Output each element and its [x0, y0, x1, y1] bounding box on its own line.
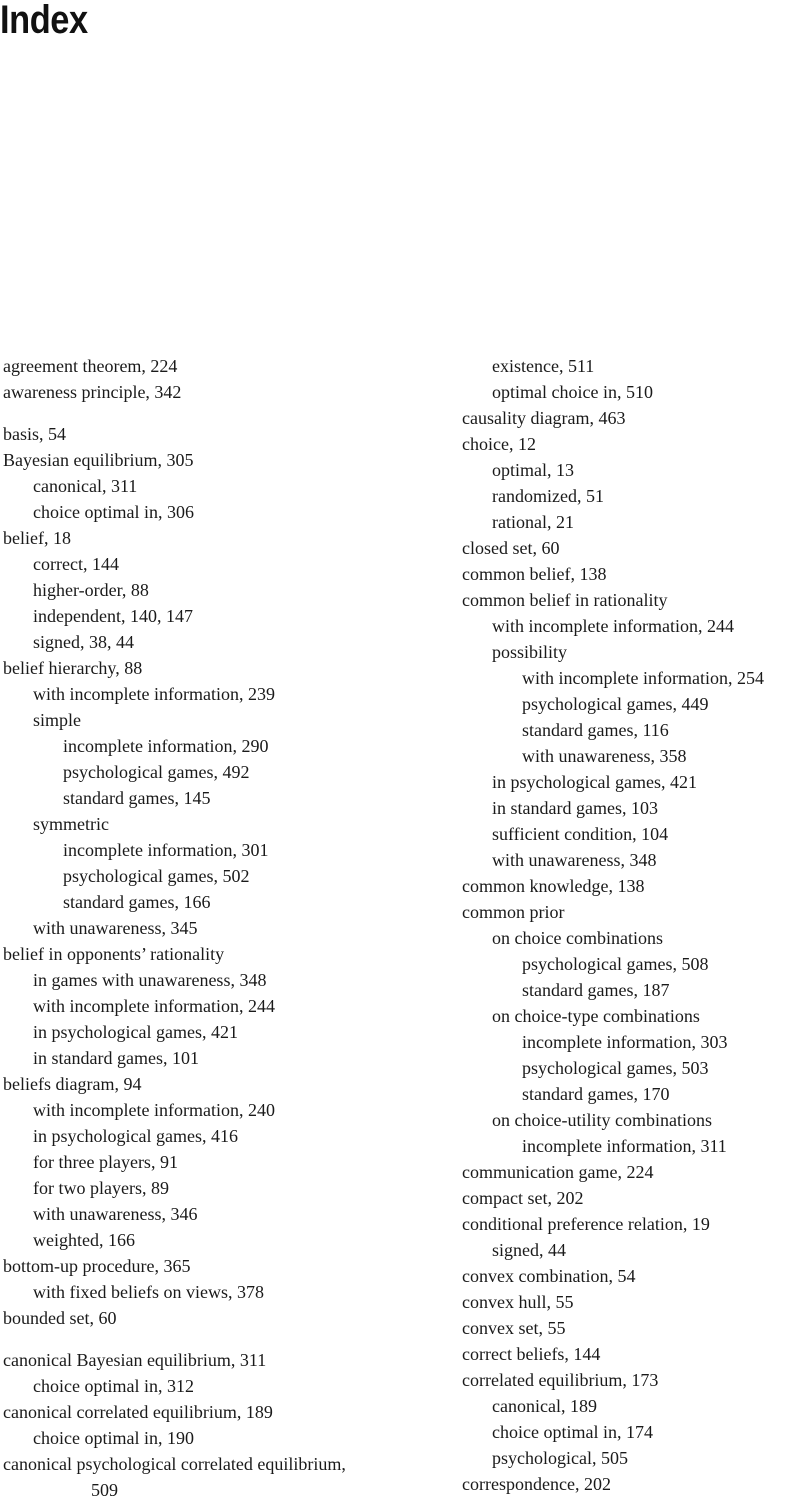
index-subentry-level-1: with incomplete information, 239 — [33, 684, 275, 704]
index-subentry-level-1: psychological, 505 — [492, 1448, 628, 1468]
index-entry: convex set, 55 — [462, 1318, 566, 1338]
index-entry: convex hull, 55 — [462, 1292, 574, 1312]
index-subentry-level-1: in standard games, 101 — [33, 1048, 199, 1068]
index-subentry-level-1: with incomplete information, 244 — [33, 996, 275, 1016]
index-entry: belief hierarchy, 88 — [3, 658, 143, 678]
section-gap — [3, 1331, 443, 1347]
index-entry: beliefs diagram, 94 — [3, 1074, 142, 1094]
index-subentry-level-1: for three players, 91 — [33, 1152, 178, 1172]
index-entry: convex combination, 54 — [462, 1266, 636, 1286]
index-entry: belief, 18 — [3, 528, 71, 548]
index-entry: belief in opponents’ rationality — [3, 944, 225, 964]
index-subentry-level-1: with incomplete information, 240 — [33, 1100, 275, 1120]
index-subentry-level-2: with incomplete information, 254 — [522, 668, 764, 688]
index-subentry-level-1: for two players, 89 — [33, 1178, 169, 1198]
index-subentry-level-1: independent, 140, 147 — [33, 606, 193, 626]
index-subentry-level-1: with unawareness, 345 — [33, 918, 198, 938]
index-entry: common knowledge, 138 — [462, 876, 645, 896]
index-subentry-level-1: existence, 511 — [492, 356, 595, 376]
index-entry: common belief in rationality — [462, 590, 668, 610]
index-entry: canonical Bayesian equilibrium, 311 — [3, 1350, 267, 1370]
index-column-right — [462, 353, 800, 1497]
index-subentry-level-1: choice optimal in, 190 — [33, 1428, 194, 1448]
index-subentry-level-2: psychological games, 508 — [522, 954, 709, 974]
index-subentry-level-1: sufficient condition, 104 — [492, 824, 669, 844]
index-subentry-level-1: in psychological games, 421 — [33, 1022, 238, 1042]
index-subentry-level-1: on choice-type combinations — [492, 1006, 700, 1026]
index-subentry-level-1: choice optimal in, 312 — [33, 1376, 194, 1396]
index-entry: compact set, 202 — [462, 1188, 584, 1208]
index-subentry-level-2: with unawareness, 358 — [522, 746, 687, 766]
index-subentry-level-1: with unawareness, 346 — [33, 1204, 198, 1224]
index-subentry-level-1: with fixed beliefs on views, 378 — [33, 1282, 264, 1302]
index-subentry-level-2: psychological games, 503 — [522, 1058, 709, 1078]
index-subentry-level-1: choice optimal in, 174 — [492, 1422, 653, 1442]
index-subentry-level-1: in standard games, 103 — [492, 798, 658, 818]
index-subentry-level-2: psychological games, 449 — [522, 694, 709, 714]
index-entry: Bayesian equilibrium, 305 — [3, 450, 194, 470]
index-subentry-level-1: on choice-utility combinations — [492, 1110, 712, 1130]
index-subentry-level-1: choice optimal in, 306 — [33, 502, 194, 522]
index-entry: correct beliefs, 144 — [462, 1344, 601, 1364]
index-entry: communication game, 224 — [462, 1162, 654, 1182]
index-subentry-level-1: randomized, 51 — [492, 486, 604, 506]
index-subentry-level-2: incomplete information, 290 — [63, 736, 269, 756]
index-entry: choice, 12 — [462, 434, 536, 454]
index-subentry-level-1: canonical, 189 — [492, 1396, 597, 1416]
index-column-left — [3, 353, 443, 1503]
index-entry: bottom-up procedure, 365 — [3, 1256, 191, 1276]
index-subentry-level-2: standard games, 170 — [522, 1084, 670, 1104]
index-subentry-level-1: in psychological games, 416 — [33, 1126, 238, 1146]
index-subentry-level-1: possibility — [492, 642, 568, 662]
index-entry: correspondence, 202 — [462, 1474, 611, 1494]
index-entry: awareness principle, 342 — [3, 382, 182, 402]
index-subentry-level-1: symmetric — [33, 814, 109, 834]
index-entry: correlated equilibrium, 173 — [462, 1370, 659, 1390]
index-subentry-level-2: standard games, 116 — [522, 720, 669, 740]
index-subentry-level-2: incomplete information, 301 — [63, 840, 269, 860]
index-subentry-level-2: standard games, 166 — [63, 892, 211, 912]
index-subentry-level-1: higher-order, 88 — [33, 580, 149, 600]
index-subentry-level-2: incomplete information, 303 — [522, 1032, 728, 1052]
section-gap — [3, 405, 443, 421]
index-entry: common belief, 138 — [462, 564, 607, 584]
index-entry: causality diagram, 463 — [462, 408, 626, 428]
index-entry: canonical psychological correlated equilibrium, — [3, 1454, 346, 1474]
index-subentry-level-1: optimal choice in, 510 — [492, 382, 653, 402]
page-title: Index — [0, 0, 88, 42]
index-entry: closed set, 60 — [462, 538, 560, 558]
index-entry-continuation: 509 — [91, 1480, 118, 1500]
index-subentry-level-2: psychological games, 502 — [63, 866, 250, 886]
index-subentry-level-2: standard games, 187 — [522, 980, 670, 1000]
index-subentry-level-1: in games with unawareness, 348 — [33, 970, 267, 990]
index-subentry-level-1: with unawareness, 348 — [492, 850, 657, 870]
index-entry: agreement theorem, 224 — [3, 356, 178, 376]
index-subentry-level-2: standard games, 145 — [63, 788, 211, 808]
index-subentry-level-1: optimal, 13 — [492, 460, 574, 480]
index-entry: canonical correlated equilibrium, 189 — [3, 1402, 273, 1422]
index-entry: common prior — [462, 902, 565, 922]
index-subentry-level-1: on choice combinations — [492, 928, 663, 948]
index-entry: basis, 54 — [3, 424, 66, 444]
index-subentry-level-1: signed, 38, 44 — [33, 632, 134, 652]
index-subentry-level-1: weighted, 166 — [33, 1230, 135, 1250]
index-subentry-level-2: incomplete information, 311 — [522, 1136, 727, 1156]
index-subentry-level-1: in psychological games, 421 — [492, 772, 697, 792]
index-subentry-level-1: with incomplete information, 244 — [492, 616, 734, 636]
index-subentry-level-2: psychological games, 492 — [63, 762, 250, 782]
index-subentry-level-1: simple — [33, 710, 81, 730]
index-entry: conditional preference relation, 19 — [462, 1214, 710, 1234]
index-subentry-level-1: correct, 144 — [33, 554, 119, 574]
index-subentry-level-1: signed, 44 — [492, 1240, 566, 1260]
index-subentry-level-1: rational, 21 — [492, 512, 574, 532]
index-entry: bounded set, 60 — [3, 1308, 117, 1328]
index-subentry-level-1: canonical, 311 — [33, 476, 138, 496]
